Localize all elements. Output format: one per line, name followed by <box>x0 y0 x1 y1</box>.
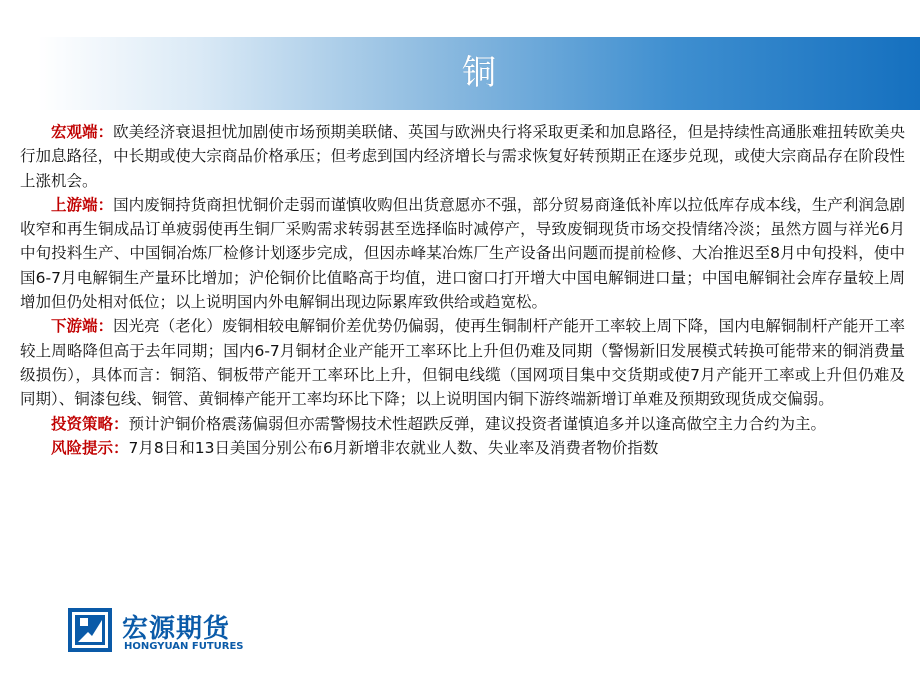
logo-mark-icon <box>66 606 114 654</box>
section-label: 投资策略： <box>51 414 129 433</box>
section-text: 欧美经济衰退担忧加剧使市场预期美联储、英国与欧洲央行将采取更柔和加息路径，但是持续性高通胀难扭转欧美央行加息路径，中长期或使大宗商品价格承压；但考虑到国内经济增长与需求恢复好转预期正在逐步兑现，或使大宗商品存在阶段性上涨机会。 <box>20 123 905 190</box>
section-label: 宏观端： <box>51 123 114 141</box>
logo-name-cn: 宏源期货 <box>122 614 231 644</box>
section-upstream <box>20 193 905 314</box>
section-text: 国内废铜持货商担忧铜价走弱而谨慎收购但出货意愿亦不强，部分贸易商逢低补库以拉低库存成本线，生产利润急剧收窄和再生铜成品订单疲弱使再生铜厂采购需求转弱甚至选择临时减停产，导致废铜现货市场交投情绪冷淡；虽然方圆与祥光6月中旬投料生产、中国铜冶炼厂检修计划逐步完成，但因赤峰某冶炼厂生产设备出问题而提前检修、大冶推迟至8月中旬投料，使中国6-7月电解铜生产量环比增加；沪伦铜价比值略高于均值，进口窗口打开增大中国电解铜进口量；中国电解铜社会库存量较上周增加但仍处相对低位；以上说明国内外电解铜出现边际累库致供给或趋宽松。 <box>20 195 905 312</box>
section-text: 预计沪铜价格震荡偏弱但亦需警惕技术性超跌反弹，建议投资者谨慎追多并以逢高做空主力合约为主。 <box>128 414 827 433</box>
section-label: 风险提示： <box>51 438 129 457</box>
section-text: 因光亮（老化）废铜相较电解铜价差优势仍偏弱，使再生铜制杆产能开工率较上周下降，国内电解铜制杆产能开工率较上周略降但高于去年同期；国内6-7月铜材企业产能开工率环比上升但仍难及同期（警惕新旧发展模式转换可能带来的铜消费量级损伤），具体而言：铜箔、铜板带产能开工率环比上升，但铜电线缆（国网项目集中交货期或使7月产能开工率或上升但仍难及同期）、铜漆包线、铜管、黄铜棒产能开工率均环比下降；以上说明国内铜下游终端新增订单难及预期致现货成交偏弱。 <box>20 317 905 409</box>
title-bar <box>38 37 920 110</box>
content-body <box>20 120 905 460</box>
section-label: 下游端： <box>51 317 114 336</box>
section-macro <box>20 120 905 193</box>
section-risk <box>20 436 905 460</box>
company-logo <box>66 606 266 658</box>
section-text: 7月8日和13日美国分别公布6月新增非农就业人数、失业率及消费者物价指数 <box>128 438 659 457</box>
section-downstream <box>20 314 905 411</box>
section-label: 上游端： <box>51 195 114 214</box>
page-title: 铜 <box>462 53 496 93</box>
section-strategy <box>20 412 905 436</box>
logo-name-en: HONGYUAN FUTURES <box>124 641 244 652</box>
